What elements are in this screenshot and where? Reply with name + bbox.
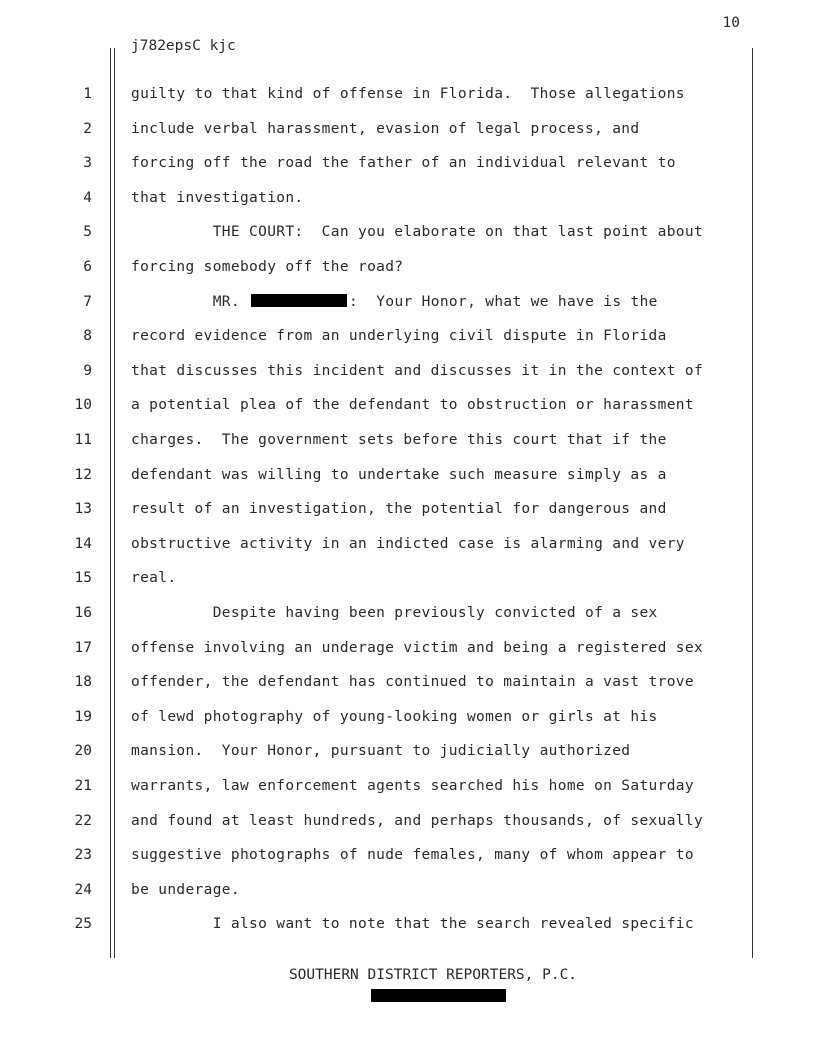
transcript-line	[131, 294, 658, 310]
line-number: 23	[74, 847, 92, 864]
line-number: 24	[74, 881, 92, 898]
redacted-name-bar	[251, 294, 347, 307]
transcript-line: that discusses this incident and discusses it in the context of	[131, 362, 704, 379]
line-number: 17	[74, 639, 92, 656]
transcript-line: warrants, law enforcement agents searched his home on Saturday	[131, 778, 694, 794]
transcript-line: forcing off the road the father of an individual relevant to	[131, 155, 676, 172]
transcript-line: of lewd photography of young-looking women or girls at his	[131, 708, 658, 725]
line-number: 22	[74, 812, 92, 829]
transcript-header: j782epsC kjc	[131, 38, 236, 54]
transcript-line: and found at least hundreds, and perhaps thousands, of sexually	[131, 812, 704, 829]
transcript-line: that investigation.	[131, 189, 304, 206]
line-number: 13	[74, 501, 92, 518]
line-number: 9	[83, 362, 92, 379]
transcript-line: real.	[131, 570, 177, 587]
line-number: 15	[74, 570, 92, 587]
page-number: 10	[722, 15, 740, 31]
transcript-line: I also want to note that the search revealed specific	[131, 916, 694, 933]
transcript-line: be underage.	[131, 881, 240, 898]
line-number: 18	[74, 674, 92, 691]
line-number: 2	[83, 120, 92, 137]
transcript-line: record evidence from an underlying civil dispute in Florida	[131, 328, 667, 345]
line-number: 6	[83, 259, 92, 275]
footer-redaction-bar	[371, 989, 506, 1002]
right-margin-rule	[752, 48, 753, 958]
left-margin-rule	[110, 48, 111, 958]
transcript-line: a potential plea of the defendant to obstruction or harassment	[131, 397, 694, 414]
line-number: 5	[83, 224, 92, 241]
transcript-line: mansion. Your Honor, pursuant to judicially authorized	[131, 743, 631, 760]
left-margin-rule-inner	[114, 48, 115, 958]
line-number: 19	[74, 708, 92, 725]
transcript-line: guilty to that kind of offense in Florida. Those allegations	[131, 86, 685, 102]
line-number: 12	[74, 466, 92, 483]
line-number: 10	[74, 397, 92, 414]
transcript-line: defendant was willing to undertake such measure simply as a	[131, 466, 667, 483]
transcript-line: offense involving an underage victim and being a registered sex	[131, 639, 704, 656]
line-number: 7	[83, 293, 92, 310]
line-number: 25	[74, 916, 92, 933]
speaker-prefix: MR.	[131, 293, 250, 310]
transcript-line: charges. The government sets before this court that if the	[131, 432, 667, 448]
line-number: 11	[74, 432, 92, 448]
line-number: 4	[83, 189, 92, 206]
transcript-line: forcing somebody off the road?	[131, 259, 404, 275]
transcript-line: offender, the defendant has continued to maintain a vast trove	[131, 674, 694, 691]
line-number: 14	[74, 535, 92, 552]
transcript-line: result of an investigation, the potential for dangerous and	[131, 501, 667, 518]
transcript-line: suggestive photographs of nude females, many of whom appear to	[131, 847, 694, 864]
line-number: 20	[74, 743, 92, 760]
line-number: 3	[83, 155, 92, 172]
transcript-line: obstructive activity in an indicted case is alarming and very	[131, 535, 685, 552]
line-number: 8	[83, 328, 92, 345]
transcript-line: include verbal harassment, evasion of legal process, and	[131, 120, 640, 137]
speaker-statement: : Your Honor, what we have is the	[349, 293, 658, 310]
line-number: 21	[74, 778, 92, 794]
line-number: 16	[74, 605, 92, 621]
reporter-footer: SOUTHERN DISTRICT REPORTERS, P.C.	[288, 967, 578, 983]
transcript-line: THE COURT: Can you elaborate on that last point about	[131, 224, 704, 241]
transcript-line: Despite having been previously convicted of a sex	[131, 605, 658, 621]
line-number: 1	[83, 86, 92, 102]
